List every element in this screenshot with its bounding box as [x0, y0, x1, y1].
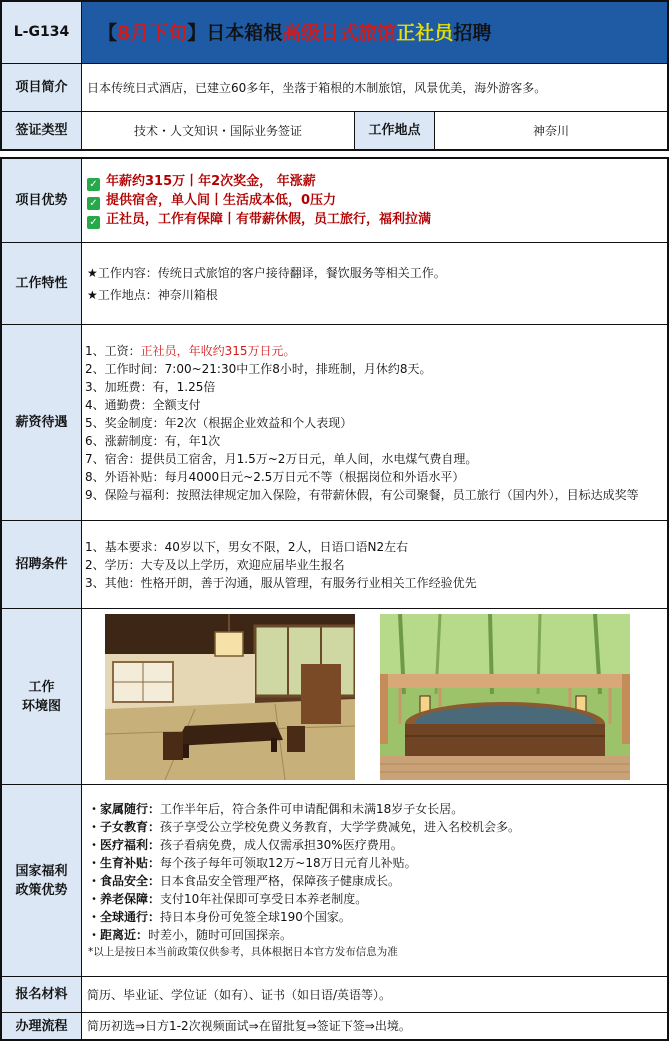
- salary-item: 3、加班费：有，1.25倍: [85, 379, 216, 394]
- materials-row: [2, 977, 667, 1013]
- policy-item: ・距离近：时差小，随时可回国探亲。: [88, 928, 293, 942]
- features-label: 工作特性: [2, 243, 82, 324]
- title-highlight1: 高级日式旅馆: [282, 21, 397, 44]
- title-part1: 日本箱根: [206, 21, 283, 44]
- location-value: 神奈川: [532, 123, 569, 138]
- materials-label: 报名材料: [2, 977, 82, 1012]
- environment-photos: [82, 609, 667, 784]
- policy-item: ・养老保障：支付10年社保即可享受日本养老制度。: [88, 892, 368, 906]
- policy-item: ・家属随行：工作半年后，符合条件可申请配偶和未满18岁子女长居。: [88, 802, 464, 816]
- salary-item: 7、宿舍：提供员工宿舍，月1.5万~2万日元，单人间，水电煤气费自理。: [85, 451, 478, 466]
- policy-item: ・医疗福利：孩子看病免费，成人仅需承担30%医疗费用。: [88, 838, 403, 852]
- title-highlight2: 正社员: [396, 21, 454, 44]
- title-row: [2, 2, 667, 64]
- requirement-item: 1、基本要求：40岁以下，男女不限，2人，日语口语N2左右: [85, 539, 409, 554]
- details-table: [0, 157, 669, 1041]
- environment-row: [2, 609, 667, 785]
- advantage-item: ✓ 提供宿舍，单人间丨生活成本低，0压力: [87, 191, 336, 210]
- feature-item: ★工作地点：神奈川箱根: [87, 287, 218, 302]
- salary-list: [82, 325, 667, 520]
- title-date: 8月下旬: [117, 21, 188, 44]
- job-title: [82, 2, 667, 63]
- features-row: [2, 243, 667, 325]
- title-part2: 招聘: [453, 21, 492, 44]
- policy-note: *以上是按日本当前政策仅供参考，具体根据日本官方发布信息为准: [88, 946, 398, 958]
- requirements-label: 招聘条件: [2, 521, 82, 608]
- requirements-list: [82, 521, 667, 608]
- policy-label: [2, 785, 82, 976]
- requirement-item: 3、其他：性格开朗，善于沟通，服从管理，有服务行业相关工作经验优先: [85, 575, 477, 590]
- policy-label-line1: 国家福利: [15, 863, 68, 879]
- tatami-room-image: [105, 614, 355, 780]
- policy-item: ・食品安全：日本食品安全管理严格，保障孩子健康成长。: [88, 874, 401, 888]
- advantages-row: [2, 159, 667, 243]
- materials-text: 简历、毕业证、学位证（如有）、证书（如日语/英语等）。: [87, 987, 392, 1002]
- bath-photo: [380, 614, 630, 780]
- advantage-item: ✓ 正社员，工作有保障丨有带薪休假，员工旅行，福利拉满: [87, 210, 431, 229]
- job-code-text: L-G134: [13, 24, 70, 40]
- feature-item: ★工作内容：传统日式旅馆的客户接待翻译，餐饮服务等相关工作。: [87, 265, 446, 280]
- salary-item: 6、涨薪制度：有，年1次: [85, 433, 221, 448]
- policy-row: [2, 785, 667, 977]
- intro-text: 日本传统日式酒店，已建立60多年，坐落于箱根的木制旅馆，风景优美，海外游客多。: [87, 80, 547, 95]
- salary-item: 2、工作时间：7:00~21:30中工作8小时，排班制，月休约8天。: [85, 361, 432, 376]
- process-label: 办理流程: [2, 1013, 82, 1039]
- salary-item: 1、工资：正社员，年收约315万日元。: [85, 343, 296, 358]
- visa-label: 签证类型: [2, 112, 82, 149]
- requirement-item: 2、学历：大专及以上学历，欢迎应届毕业生报名: [85, 557, 345, 572]
- salary-item: 9、保险与福利：按照法律规定加入保险，有带薪休假，有公司聚餐，员工旅行（国内外），目标达成奖等: [85, 487, 639, 502]
- room-photo: [105, 614, 355, 780]
- title-bracket-open: 【: [98, 21, 118, 44]
- salary-item: 8、外语补贴：每月4000日元~2.5万日元不等（根据岗位和外语水平）: [85, 469, 465, 484]
- outdoor-bath-image: [380, 614, 630, 780]
- salary-row: [2, 325, 667, 521]
- advantages-list: [82, 159, 667, 242]
- visa-row: [2, 112, 667, 149]
- check-icon: ✓: [87, 178, 100, 191]
- policy-item: ・子女教育：孩子享受公立学校免费义务教育，大学学费减免，进入名校机会多。: [88, 820, 521, 834]
- environment-label-line1: 工作: [28, 679, 55, 695]
- policy-label-line2: 政策优势: [15, 882, 68, 898]
- requirements-row: [2, 521, 667, 609]
- check-icon: ✓: [87, 216, 100, 229]
- salary-item: 4、通勤费：全额支付: [85, 397, 201, 412]
- advantages-label: 项目优势: [2, 159, 82, 242]
- salary-item: 5、奖金制度：年2次（根据企业效益和个人表现）: [85, 415, 353, 430]
- process-row: [2, 1013, 667, 1039]
- features-list: [82, 243, 667, 324]
- job-code: [2, 2, 82, 63]
- salary-label: 薪资待遇: [2, 325, 82, 520]
- location-label: 工作地点: [355, 112, 435, 149]
- check-icon: ✓: [87, 197, 100, 210]
- policy-item: ・全球通行：持日本身份可免签全球190个国家。: [88, 910, 351, 924]
- policy-list: [82, 785, 667, 976]
- policy-item: ・生育补贴：每个孩子每年可领取12万~18万日元育儿补贴。: [88, 856, 417, 870]
- advantage-item: ✓ 年薪约315万丨年2次奖金， 年涨薪: [87, 172, 316, 191]
- header-table: [0, 0, 669, 151]
- title-bracket-close: 】: [187, 21, 207, 44]
- intro-row: [2, 64, 667, 112]
- visa-value: 技术・人文知识・国际业务签证: [82, 112, 355, 149]
- environment-label-line2: 环境图: [21, 698, 61, 714]
- intro-label: 项目简介: [2, 64, 82, 111]
- environment-label: [2, 609, 82, 784]
- process-text: 简历初选⇒日方1-2次视频面试⇒在留批复⇒签证下签⇒出境。: [87, 1019, 411, 1033]
